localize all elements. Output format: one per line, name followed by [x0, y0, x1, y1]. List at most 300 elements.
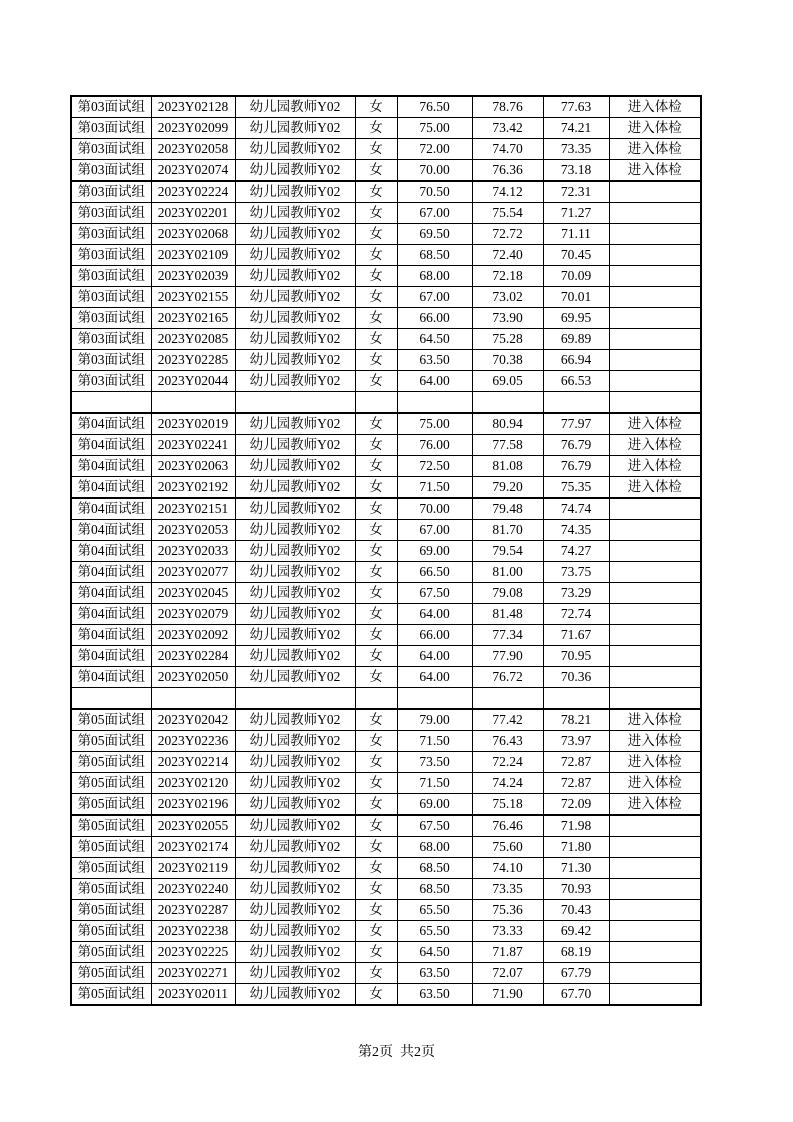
table-row — [71, 160, 701, 182]
cell-result — [609, 541, 701, 562]
cell-group: 第05面试组 — [71, 921, 151, 942]
cell-result: 进入体检 — [609, 139, 701, 160]
cell-gender: 女 — [355, 625, 397, 646]
cell-group: 第03面试组 — [71, 181, 151, 203]
cell-score1: 67.00 — [397, 287, 472, 308]
cell-id: 2023Y02241 — [151, 435, 235, 456]
cell-position: 幼儿园教师Y02 — [235, 139, 355, 160]
cell-gender: 女 — [355, 245, 397, 266]
cell-score3: 70.95 — [543, 646, 609, 667]
cell-group: 第04面试组 — [71, 625, 151, 646]
spacer-cell — [235, 392, 355, 414]
cell-position: 幼儿园教师Y02 — [235, 350, 355, 371]
cell-id: 2023Y02055 — [151, 815, 235, 837]
cell-result — [609, 266, 701, 287]
cell-result — [609, 308, 701, 329]
cell-group: 第04面试组 — [71, 413, 151, 435]
cell-gender: 女 — [355, 794, 397, 816]
cell-score3: 71.30 — [543, 858, 609, 879]
cell-group: 第04面试组 — [71, 646, 151, 667]
cell-gender: 女 — [355, 604, 397, 625]
results-table — [70, 95, 702, 1006]
cell-position: 幼儿园教师Y02 — [235, 245, 355, 266]
cell-score2: 76.36 — [472, 160, 543, 182]
cell-id: 2023Y02079 — [151, 604, 235, 625]
cell-score1: 68.50 — [397, 879, 472, 900]
table-row — [71, 350, 701, 371]
table-row — [71, 329, 701, 350]
cell-id: 2023Y02019 — [151, 413, 235, 435]
page-number: 第2页 共2页 — [358, 1045, 435, 1060]
cell-group: 第05面试组 — [71, 731, 151, 752]
spacer-cell — [543, 688, 609, 710]
cell-score1: 75.00 — [397, 413, 472, 435]
cell-gender: 女 — [355, 984, 397, 1006]
cell-score2: 75.54 — [472, 203, 543, 224]
cell-group: 第04面试组 — [71, 604, 151, 625]
table-row — [71, 181, 701, 203]
cell-gender: 女 — [355, 160, 397, 182]
table-row — [71, 583, 701, 604]
cell-result: 进入体检 — [609, 435, 701, 456]
cell-position: 幼儿园教师Y02 — [235, 413, 355, 435]
cell-gender: 女 — [355, 879, 397, 900]
cell-gender: 女 — [355, 266, 397, 287]
cell-position: 幼儿园教师Y02 — [235, 96, 355, 118]
cell-id: 2023Y02074 — [151, 160, 235, 182]
cell-score3: 78.21 — [543, 709, 609, 731]
cell-score1: 72.50 — [397, 456, 472, 477]
cell-score1: 69.00 — [397, 794, 472, 816]
cell-score2: 81.70 — [472, 520, 543, 541]
cell-score1: 67.50 — [397, 583, 472, 604]
cell-score2: 75.36 — [472, 900, 543, 921]
cell-position: 幼儿园教师Y02 — [235, 435, 355, 456]
cell-score2: 72.24 — [472, 752, 543, 773]
cell-score3: 71.98 — [543, 815, 609, 837]
cell-gender: 女 — [355, 181, 397, 203]
cell-score3: 77.63 — [543, 96, 609, 118]
cell-id: 2023Y02271 — [151, 963, 235, 984]
cell-score2: 75.28 — [472, 329, 543, 350]
cell-position: 幼儿园教师Y02 — [235, 329, 355, 350]
spacer-cell — [397, 392, 472, 414]
cell-result — [609, 287, 701, 308]
table-row — [71, 858, 701, 879]
cell-result: 进入体检 — [609, 456, 701, 477]
cell-position: 幼儿园教师Y02 — [235, 562, 355, 583]
cell-score2: 75.60 — [472, 837, 543, 858]
table-row — [71, 667, 701, 688]
cell-result: 进入体检 — [609, 794, 701, 816]
cell-id: 2023Y02045 — [151, 583, 235, 604]
cell-result — [609, 181, 701, 203]
table-row — [71, 942, 701, 963]
cell-id: 2023Y02201 — [151, 203, 235, 224]
table-row — [71, 709, 701, 731]
cell-score2: 77.42 — [472, 709, 543, 731]
cell-position: 幼儿园教师Y02 — [235, 837, 355, 858]
cell-score2: 73.35 — [472, 879, 543, 900]
cell-score3: 73.35 — [543, 139, 609, 160]
table-row — [71, 837, 701, 858]
spacer-cell — [151, 392, 235, 414]
cell-gender: 女 — [355, 963, 397, 984]
table-row — [71, 456, 701, 477]
cell-id: 2023Y02285 — [151, 350, 235, 371]
cell-group: 第05面试组 — [71, 837, 151, 858]
cell-result: 进入体检 — [609, 118, 701, 139]
table-row — [71, 308, 701, 329]
cell-score1: 72.00 — [397, 139, 472, 160]
cell-result — [609, 224, 701, 245]
cell-group: 第03面试组 — [71, 329, 151, 350]
cell-score1: 76.50 — [397, 96, 472, 118]
cell-score1: 67.50 — [397, 815, 472, 837]
cell-result — [609, 858, 701, 879]
cell-id: 2023Y02050 — [151, 667, 235, 688]
table-row — [71, 900, 701, 921]
cell-score2: 73.02 — [472, 287, 543, 308]
cell-score1: 68.50 — [397, 858, 472, 879]
cell-score2: 71.87 — [472, 942, 543, 963]
cell-id: 2023Y02068 — [151, 224, 235, 245]
cell-score1: 68.00 — [397, 837, 472, 858]
cell-score3: 67.70 — [543, 984, 609, 1006]
cell-id: 2023Y02109 — [151, 245, 235, 266]
cell-score3: 71.11 — [543, 224, 609, 245]
table-row — [71, 96, 701, 118]
cell-gender: 女 — [355, 308, 397, 329]
cell-gender: 女 — [355, 96, 397, 118]
cell-position: 幼儿园教师Y02 — [235, 752, 355, 773]
cell-id: 2023Y02165 — [151, 308, 235, 329]
cell-gender: 女 — [355, 752, 397, 773]
cell-gender: 女 — [355, 371, 397, 392]
cell-score2: 76.46 — [472, 815, 543, 837]
cell-score3: 75.35 — [543, 477, 609, 499]
cell-id: 2023Y02119 — [151, 858, 235, 879]
cell-position: 幼儿园教师Y02 — [235, 646, 355, 667]
table-row — [71, 752, 701, 773]
cell-score3: 77.97 — [543, 413, 609, 435]
cell-group: 第05面试组 — [71, 858, 151, 879]
table-row — [71, 520, 701, 541]
cell-gender: 女 — [355, 731, 397, 752]
spacer-cell — [151, 688, 235, 710]
cell-gender: 女 — [355, 203, 397, 224]
cell-group: 第05面试组 — [71, 879, 151, 900]
cell-gender: 女 — [355, 435, 397, 456]
table-row — [71, 731, 701, 752]
cell-score2: 74.12 — [472, 181, 543, 203]
cell-result: 进入体检 — [609, 731, 701, 752]
cell-position: 幼儿园教师Y02 — [235, 667, 355, 688]
table-row — [71, 921, 701, 942]
cell-gender: 女 — [355, 837, 397, 858]
cell-position: 幼儿园教师Y02 — [235, 160, 355, 182]
spacer-cell — [71, 688, 151, 710]
cell-id: 2023Y02225 — [151, 942, 235, 963]
cell-id: 2023Y02063 — [151, 456, 235, 477]
spacer-row — [71, 392, 701, 414]
cell-score3: 66.53 — [543, 371, 609, 392]
cell-result — [609, 879, 701, 900]
cell-score2: 76.72 — [472, 667, 543, 688]
cell-result — [609, 583, 701, 604]
cell-result: 进入体检 — [609, 709, 701, 731]
cell-group: 第05面试组 — [71, 752, 151, 773]
cell-gender: 女 — [355, 329, 397, 350]
cell-position: 幼儿园教师Y02 — [235, 731, 355, 752]
cell-score2: 74.70 — [472, 139, 543, 160]
cell-score2: 81.08 — [472, 456, 543, 477]
cell-id: 2023Y02151 — [151, 498, 235, 520]
cell-result: 进入体检 — [609, 96, 701, 118]
cell-score3: 74.21 — [543, 118, 609, 139]
cell-gender: 女 — [355, 942, 397, 963]
cell-score3: 72.74 — [543, 604, 609, 625]
cell-gender: 女 — [355, 118, 397, 139]
cell-score2: 79.48 — [472, 498, 543, 520]
cell-position: 幼儿园教师Y02 — [235, 858, 355, 879]
cell-id: 2023Y02058 — [151, 139, 235, 160]
cell-group: 第03面试组 — [71, 203, 151, 224]
cell-id: 2023Y02120 — [151, 773, 235, 794]
cell-result — [609, 942, 701, 963]
cell-score2: 77.34 — [472, 625, 543, 646]
table-row — [71, 541, 701, 562]
cell-score2: 76.43 — [472, 731, 543, 752]
spacer-cell — [355, 392, 397, 414]
cell-score2: 71.90 — [472, 984, 543, 1006]
cell-position: 幼儿园教师Y02 — [235, 625, 355, 646]
cell-position: 幼儿园教师Y02 — [235, 520, 355, 541]
cell-score2: 72.18 — [472, 266, 543, 287]
cell-score1: 64.50 — [397, 942, 472, 963]
table-row — [71, 815, 701, 837]
cell-position: 幼儿园教师Y02 — [235, 815, 355, 837]
cell-result — [609, 520, 701, 541]
cell-score1: 71.50 — [397, 731, 472, 752]
table-row — [71, 773, 701, 794]
cell-score1: 75.00 — [397, 118, 472, 139]
cell-group: 第05面试组 — [71, 773, 151, 794]
cell-position: 幼儿园教师Y02 — [235, 266, 355, 287]
cell-id: 2023Y02042 — [151, 709, 235, 731]
table-row — [71, 646, 701, 667]
cell-result — [609, 921, 701, 942]
cell-gender: 女 — [355, 139, 397, 160]
cell-score1: 66.00 — [397, 308, 472, 329]
table-row — [71, 477, 701, 499]
cell-group: 第04面试组 — [71, 456, 151, 477]
spacer-cell — [355, 688, 397, 710]
cell-gender: 女 — [355, 858, 397, 879]
cell-position: 幼儿园教师Y02 — [235, 879, 355, 900]
cell-score2: 74.10 — [472, 858, 543, 879]
cell-result — [609, 203, 701, 224]
spacer-cell — [235, 688, 355, 710]
cell-score3: 74.35 — [543, 520, 609, 541]
cell-id: 2023Y02236 — [151, 731, 235, 752]
cell-score2: 77.58 — [472, 435, 543, 456]
cell-gender: 女 — [355, 477, 397, 499]
cell-id: 2023Y02011 — [151, 984, 235, 1006]
cell-group: 第04面试组 — [71, 541, 151, 562]
cell-score1: 65.50 — [397, 921, 472, 942]
cell-score2: 72.07 — [472, 963, 543, 984]
cell-id: 2023Y02284 — [151, 646, 235, 667]
cell-gender: 女 — [355, 541, 397, 562]
cell-score1: 70.50 — [397, 181, 472, 203]
spacer-cell — [543, 392, 609, 414]
cell-score2: 79.54 — [472, 541, 543, 562]
cell-group: 第03面试组 — [71, 350, 151, 371]
cell-group: 第03面试组 — [71, 266, 151, 287]
cell-score1: 68.00 — [397, 266, 472, 287]
cell-group: 第03面试组 — [71, 308, 151, 329]
cell-score3: 73.18 — [543, 160, 609, 182]
cell-result — [609, 815, 701, 837]
cell-group: 第04面试组 — [71, 435, 151, 456]
cell-gender: 女 — [355, 350, 397, 371]
cell-id: 2023Y02099 — [151, 118, 235, 139]
cell-score3: 72.09 — [543, 794, 609, 816]
table-row — [71, 203, 701, 224]
cell-position: 幼儿园教师Y02 — [235, 308, 355, 329]
cell-result: 进入体检 — [609, 413, 701, 435]
cell-score3: 70.45 — [543, 245, 609, 266]
cell-score3: 68.19 — [543, 942, 609, 963]
cell-group: 第05面试组 — [71, 984, 151, 1006]
cell-group: 第03面试组 — [71, 96, 151, 118]
cell-group: 第04面试组 — [71, 477, 151, 499]
cell-gender: 女 — [355, 562, 397, 583]
cell-result — [609, 963, 701, 984]
cell-score3: 71.67 — [543, 625, 609, 646]
cell-score3: 70.09 — [543, 266, 609, 287]
cell-gender: 女 — [355, 815, 397, 837]
cell-gender: 女 — [355, 498, 397, 520]
table-row — [71, 498, 701, 520]
cell-score2: 74.24 — [472, 773, 543, 794]
cell-result — [609, 350, 701, 371]
cell-score1: 63.50 — [397, 963, 472, 984]
table-row — [71, 879, 701, 900]
cell-score2: 81.00 — [472, 562, 543, 583]
cell-gender: 女 — [355, 667, 397, 688]
cell-score2: 73.42 — [472, 118, 543, 139]
cell-position: 幼儿园教师Y02 — [235, 963, 355, 984]
cell-score3: 76.79 — [543, 435, 609, 456]
cell-position: 幼儿园教师Y02 — [235, 181, 355, 203]
cell-gender: 女 — [355, 224, 397, 245]
cell-position: 幼儿园教师Y02 — [235, 224, 355, 245]
cell-gender: 女 — [355, 520, 397, 541]
cell-result — [609, 646, 701, 667]
cell-group: 第03面试组 — [71, 371, 151, 392]
table-row — [71, 625, 701, 646]
cell-group: 第03面试组 — [71, 287, 151, 308]
cell-gender: 女 — [355, 900, 397, 921]
cell-score3: 70.36 — [543, 667, 609, 688]
cell-position: 幼儿园教师Y02 — [235, 498, 355, 520]
cell-result — [609, 371, 701, 392]
cell-score1: 76.00 — [397, 435, 472, 456]
cell-result — [609, 329, 701, 350]
cell-score2: 72.40 — [472, 245, 543, 266]
cell-position: 幼儿园教师Y02 — [235, 794, 355, 816]
cell-score1: 68.50 — [397, 245, 472, 266]
table-row — [71, 245, 701, 266]
cell-score1: 79.00 — [397, 709, 472, 731]
cell-score2: 72.72 — [472, 224, 543, 245]
cell-score1: 71.50 — [397, 477, 472, 499]
cell-score1: 63.50 — [397, 984, 472, 1006]
cell-gender: 女 — [355, 413, 397, 435]
cell-id: 2023Y02196 — [151, 794, 235, 816]
cell-group: 第05面试组 — [71, 709, 151, 731]
cell-id: 2023Y02085 — [151, 329, 235, 350]
cell-position: 幼儿园教师Y02 — [235, 118, 355, 139]
cell-result — [609, 837, 701, 858]
cell-result: 进入体检 — [609, 477, 701, 499]
cell-score3: 74.74 — [543, 498, 609, 520]
cell-result — [609, 498, 701, 520]
cell-score3: 67.79 — [543, 963, 609, 984]
cell-id: 2023Y02224 — [151, 181, 235, 203]
cell-gender: 女 — [355, 646, 397, 667]
cell-group: 第03面试组 — [71, 245, 151, 266]
table-row — [71, 266, 701, 287]
cell-score1: 71.50 — [397, 773, 472, 794]
cell-id: 2023Y02092 — [151, 625, 235, 646]
cell-result: 进入体检 — [609, 773, 701, 794]
table-row — [71, 118, 701, 139]
cell-id: 2023Y02044 — [151, 371, 235, 392]
cell-group: 第03面试组 — [71, 139, 151, 160]
cell-id: 2023Y02192 — [151, 477, 235, 499]
cell-group: 第04面试组 — [71, 667, 151, 688]
cell-score2: 81.48 — [472, 604, 543, 625]
cell-score2: 77.90 — [472, 646, 543, 667]
cell-result: 进入体检 — [609, 752, 701, 773]
cell-group: 第04面试组 — [71, 498, 151, 520]
cell-score2: 78.76 — [472, 96, 543, 118]
table-row — [71, 224, 701, 245]
cell-score1: 70.00 — [397, 498, 472, 520]
cell-score2: 73.33 — [472, 921, 543, 942]
cell-gender: 女 — [355, 921, 397, 942]
cell-score1: 64.00 — [397, 371, 472, 392]
cell-score3: 71.27 — [543, 203, 609, 224]
cell-score3: 70.93 — [543, 879, 609, 900]
cell-position: 幼儿园教师Y02 — [235, 709, 355, 731]
cell-score3: 70.43 — [543, 900, 609, 921]
table-row — [71, 371, 701, 392]
cell-score2: 80.94 — [472, 413, 543, 435]
cell-score1: 64.00 — [397, 604, 472, 625]
cell-score2: 79.20 — [472, 477, 543, 499]
cell-position: 幼儿园教师Y02 — [235, 773, 355, 794]
cell-score2: 73.90 — [472, 308, 543, 329]
cell-score2: 75.18 — [472, 794, 543, 816]
cell-position: 幼儿园教师Y02 — [235, 541, 355, 562]
cell-score3: 72.87 — [543, 752, 609, 773]
cell-position: 幼儿园教师Y02 — [235, 984, 355, 1006]
cell-group: 第05面试组 — [71, 794, 151, 816]
